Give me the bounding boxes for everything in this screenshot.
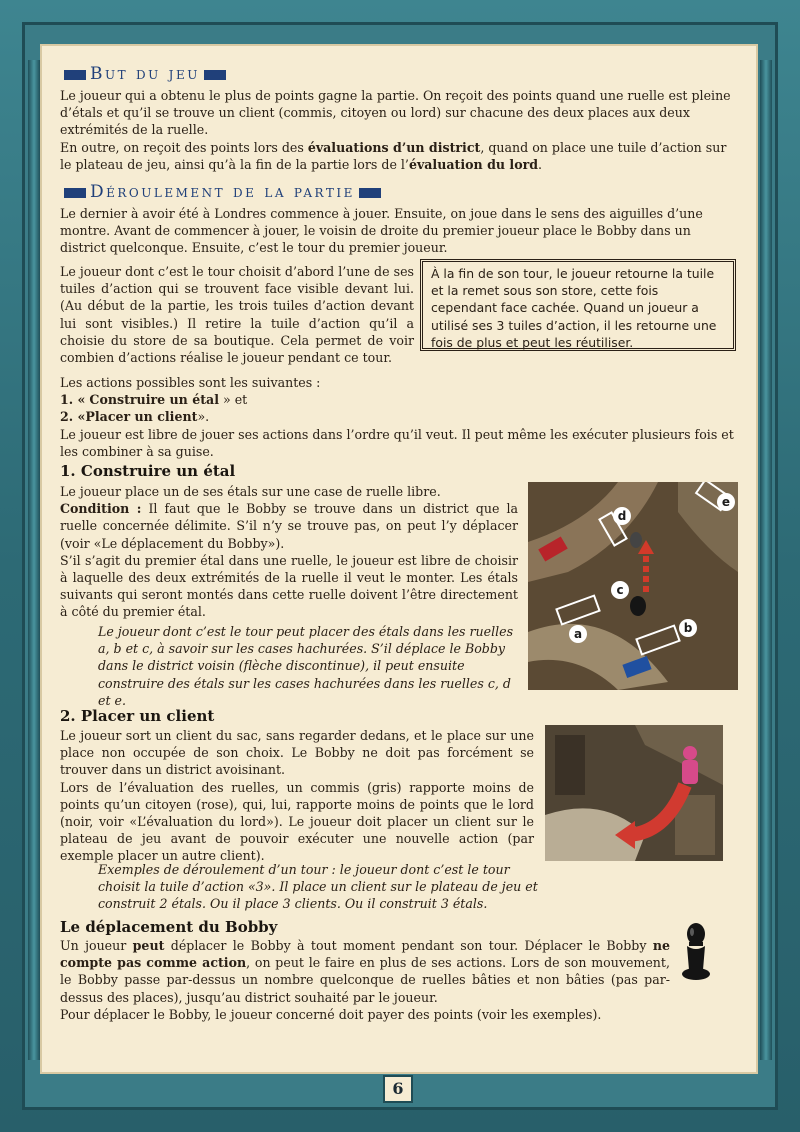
action-1-post: » et — [223, 392, 248, 408]
action-2-pre: 2. « — [60, 409, 86, 425]
left-pillar — [28, 60, 40, 1060]
client-example-text: Exemples de déroulement d’un tour : le joueur dont c’est le tour choisit la tuile d’action «3». Il place un client sur le plateau de jeu et construit 2 étals. Ou il place 3 clients. Ou il construit 3 étals. — [98, 862, 538, 912]
goal-p2-c: , quand on place une tuile d’action sur le plateau de jeu, ainsi qu’à la fin de la partie lors de l’ — [60, 139, 727, 172]
build-condition — [60, 500, 518, 552]
bobby-p1-e: , on peut le faire en plus de ses actions. Lors de son mouvement, le Bobby passe par-dessus un nombre quelconque de ruelles bâties et non bâties (pas par-dessus des places), jusqu’au district souhaité par le joueur. — [60, 955, 670, 1005]
action-2-post: ». — [197, 409, 210, 425]
condition-text: Il faut que le Bobby se trouve dans un district que la ruelle concernée délimite. S’il n’y se trouve pas, on peut l’y déplacer (voir «Le déplacement du Bobby»). — [60, 501, 518, 551]
client-paragraph-2: Lors de l’évaluation des ruelles, un commis (gris) rapporte moins de points qu’un citoyen (rose), qui, lui, rapporte moins de points que le lord (noir, voir «L’évaluation du lord»). Le joueur doit placer un client sur le plateau de jeu avant de pouvoir exécuter une nouvelle action (par exemple placer un autre client). — [60, 779, 534, 864]
build-heading: 1. Construire un étal — [60, 462, 236, 480]
goal-p2-bold-2: évaluation du lord — [408, 156, 539, 172]
alley-label-d: d — [617, 509, 627, 523]
condition-label: Condition : — [60, 501, 142, 517]
goal-p2-e: . — [538, 156, 543, 172]
flow-paragraph-2: Le joueur dont c’est le tour choisit d’abord l’une de ses tuiles d’action qui se trouvent face visible devant lui. (Au début de la partie, les trois tuiles d’action devant lui sont visibles.) Il retire la tuile d’action qu’il a choisie du store de sa boutique. Cela permet de voir combien d’actions réalise le joueur pendant ce tour. — [60, 264, 414, 366]
flow-intro — [60, 205, 736, 257]
client-heading: 2. Placer un client — [60, 707, 215, 725]
goal-p2-a: En outre, on reçoit des points lors des — [60, 139, 308, 155]
flow-heading — [60, 182, 385, 202]
flow-actions — [60, 374, 736, 460]
action-1-pre: 1. « — [60, 392, 86, 408]
end-of-turn-text: À la fin de son tour, le joueur retourne la tuile et la remet sous son store, cette fois cependant face cachée. Quand un joueur a utilisé ses 3 tuiles d’action, il les retourne une fois de plus et peut les réutiliser. — [431, 266, 717, 350]
heading-bar-left — [64, 70, 86, 80]
board-illustration-alleys — [528, 482, 738, 690]
alley-label-a: a — [573, 627, 583, 641]
alley-label-b: b — [683, 621, 693, 635]
bobby-p1-bold-2: ne compte pas comme action — [60, 938, 670, 971]
heading-bar-right — [359, 188, 381, 198]
goal-heading — [60, 64, 230, 84]
board-svg — [528, 482, 738, 690]
goal-title: But du jeu — [90, 64, 200, 84]
bobby-paragraph-1 — [60, 937, 670, 1006]
flow-paragraph-1: Le dernier à avoir été à Londres commence à jouer. Ensuite, on joue dans le sens des aiguilles d’une montre. Avant de commencer à jouer, le voisin de droite du premier joueur place le Bobby dans un district quelconque. Ensuite, c’est le tour du premier joueur. — [60, 206, 703, 256]
action-1-label: Construire un étal — [89, 392, 219, 408]
heading-bar-left — [64, 188, 86, 198]
actions-intro: Les actions possibles sont les suivantes : — [60, 375, 321, 390]
right-pillar — [760, 60, 772, 1060]
bobby-pawn-svg — [678, 922, 714, 984]
goal-text — [60, 87, 736, 173]
build-text — [60, 483, 518, 621]
flow-title: Déroulement de la partie — [90, 182, 355, 202]
goal-p2-bold-1: évaluations d’un district — [307, 139, 481, 155]
client-paragraph-1: Le joueur sort un client du sac, sans regarder dedans, et le place sur une place non occupée de son choix. Le Bobby ne doit pas forcément se trouver dans un district avoisinant. — [60, 728, 534, 778]
end-of-turn-box — [420, 259, 736, 351]
actions-order-note: Le joueur est libre de jouer ses actions dans l’ordre qu’il veut. Il peut même les exécuter plusieurs fois et les combiner à sa guise. — [60, 426, 734, 459]
action-2 — [60, 408, 736, 425]
bobby-p1-a: Un joueur — [60, 938, 133, 953]
alley-label-e: e — [721, 495, 731, 509]
bobby-pawn-icon — [678, 922, 714, 984]
client-svg — [545, 725, 723, 861]
alley-label-c: c — [616, 583, 624, 597]
flow-tile-text — [60, 263, 414, 366]
goal-paragraph-1: Le joueur qui a obtenu le plus de points gagne la partie. On reçoit des points quand une ruelle est pleine d’étals et qu’il se trouve un client (commis, citoyen ou lord) sur chacune des deux places aux deux extrémités de la ruelle. — [60, 88, 731, 138]
page-number: 6 — [383, 1075, 413, 1103]
bobby-p1-bold-1: peut — [132, 938, 165, 953]
action-2-label: Placer un client — [85, 409, 198, 425]
build-paragraph-2: S’il s’agit du premier étal dans une ruelle, le joueur est libre de choisir à laquelle des deux extrémités de la ruelle il veut le monter. Les étals suivants qui seront montés dans cette ruelle doivent l’être directement à côté du premier étal. — [60, 552, 518, 620]
bobby-paragraph-2: Pour déplacer le Bobby, le joueur concerné doit payer des points (voir les exemples). — [60, 1006, 602, 1022]
heading-bar-right — [204, 70, 226, 80]
build-example — [98, 623, 522, 709]
board-illustration-client — [545, 725, 723, 861]
bobby-text — [60, 937, 670, 1023]
bobby-p1-c: déplacer le Bobby à tout moment pendant son tour. Déplacer le Bobby — [164, 938, 653, 953]
action-1 — [60, 391, 736, 408]
client-example — [98, 861, 538, 913]
client-text — [60, 727, 534, 865]
bobby-heading: Le déplacement du Bobby — [60, 918, 278, 936]
goal-paragraph-2 — [60, 139, 736, 173]
build-example-text: Le joueur dont c’est le tour peut placer des étals dans les ruelles a, b et c, à savoir sur les cases hachurées. S’il déplace le Bobby dans le district voisin (flèche discontinue), il peut ensuite construire des étals sur les cases hachurées dans les ruelles c, d et e. — [98, 624, 514, 708]
build-paragraph-1: Le joueur place un de ses étals sur une case de ruelle libre. — [60, 484, 441, 499]
